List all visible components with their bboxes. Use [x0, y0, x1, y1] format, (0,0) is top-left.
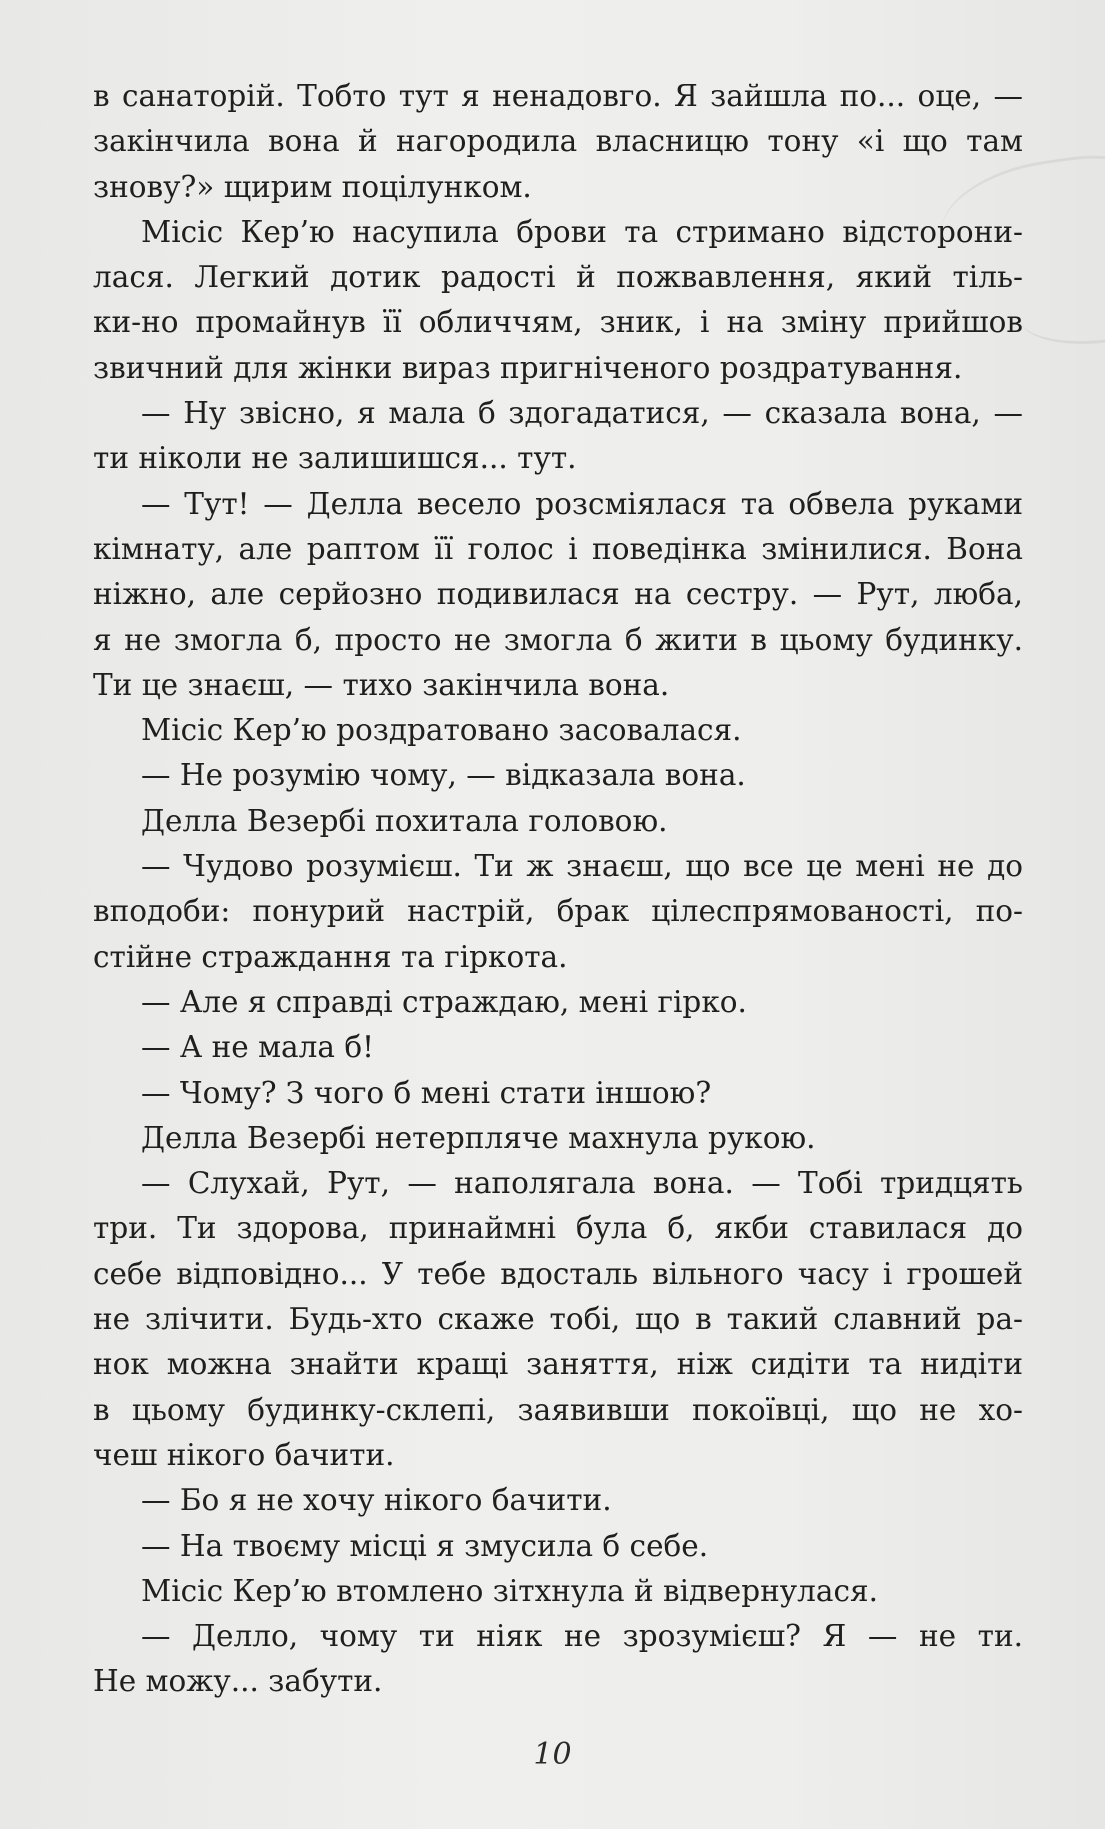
text-line: — Делло, чому ти ніяк не зрозумієш? Я — не ти. [141, 1619, 1023, 1654]
text-line: стійне страждання та гіркота. [93, 939, 568, 974]
text-line: Делла Везербі нетерпляче махнула рукою. [141, 1120, 816, 1155]
text-line: Місіс Кер’ю насупила брови та стримано відсторони- [141, 214, 1023, 249]
page-number: 10 [533, 1737, 572, 1772]
text-line: — Але я справді страждаю, мені гірко. [141, 984, 747, 1019]
text-line: кімнату, але раптом її голос і поведінка змінилися. Вона [93, 531, 1023, 566]
text-line: — Чому? З чого б мені стати іншою? [141, 1075, 712, 1110]
text-line: ніжно, але серйозно подивилася на сестру. — Рут, люба, [93, 577, 1023, 612]
text-line: Місіс Кер’ю втомлено зітхнула й відвернулася. [141, 1573, 878, 1608]
text-line: нок можна знайти кращі заняття, ніж сидіти та нидіти [93, 1347, 1023, 1382]
text-line: Ти це знаєш, — тихо закінчила вона. [93, 667, 670, 702]
text-line: Не можу... забути. [93, 1664, 383, 1699]
text-line: — А не мала б! [141, 1030, 374, 1065]
text-line: не злічити. Будь-хто скаже тобі, що в такий славний ра- [93, 1302, 1023, 1337]
text-line: в цьому будинку-склепі, заявивши покоївці, що не хо- [93, 1392, 1023, 1427]
text-line: звичний для жінки вираз пригніченого роздратування. [93, 350, 963, 385]
text-line: Делла Везербі похитала головою. [141, 803, 668, 838]
text-line: — Слухай, Рут, — наполягала вона. — Тобі тридцять [141, 1166, 1023, 1201]
text-line: — На твоєму місці я змусила б себе. [141, 1528, 709, 1563]
text-line: — Тут! — Делла весело розсміялася та обвела руками [141, 486, 1023, 521]
text-line: в санаторій. Тобто тут я ненадовго. Я зайшла по... оце, — [93, 79, 1023, 113]
text-line: — Ну звісно, я мала б здогадатися, — сказала вона, — [141, 396, 1023, 431]
text-line: вподоби: понурий настрій, брак цілеспрямованості, по- [93, 894, 1023, 929]
text-line: знову?» щирим поцілунком. [93, 169, 532, 204]
text-line: — Бо я не хочу нікого бачити. [141, 1483, 612, 1518]
text-line: закінчила вона й нагородила власницю тону «і що там [93, 124, 1023, 159]
text-line: я не змогла б, просто не змогла б жити в цьому будинку. [93, 622, 1023, 657]
bleed-flourish [1017, 272, 1105, 351]
body-text [93, 74, 1023, 1705]
text-line: три. Ти здорова, принаймні була б, якби ставилася до [93, 1211, 1023, 1246]
text-line: лася. Легкий дотик радості й пожвавлення, який тіль- [93, 260, 1023, 295]
text-line: чеш нікого бачити. [93, 1437, 395, 1472]
text-line: ти ніколи не залишишся... тут. [93, 441, 577, 476]
text-line: себе відповідно... У тебе вдосталь вільного часу і грошей [93, 1256, 1023, 1291]
text-line: Місіс Кер’ю роздратовано засовалася. [141, 713, 742, 748]
text-line: — Не розумію чому, — відказала вона. [141, 758, 746, 793]
text-line: — Чудово розумієш. Ти ж знаєш, що все це мені не до [141, 849, 1023, 884]
text-line: ки-но промайнув її обличчям, зник, і на зміну прийшов [93, 305, 1023, 340]
